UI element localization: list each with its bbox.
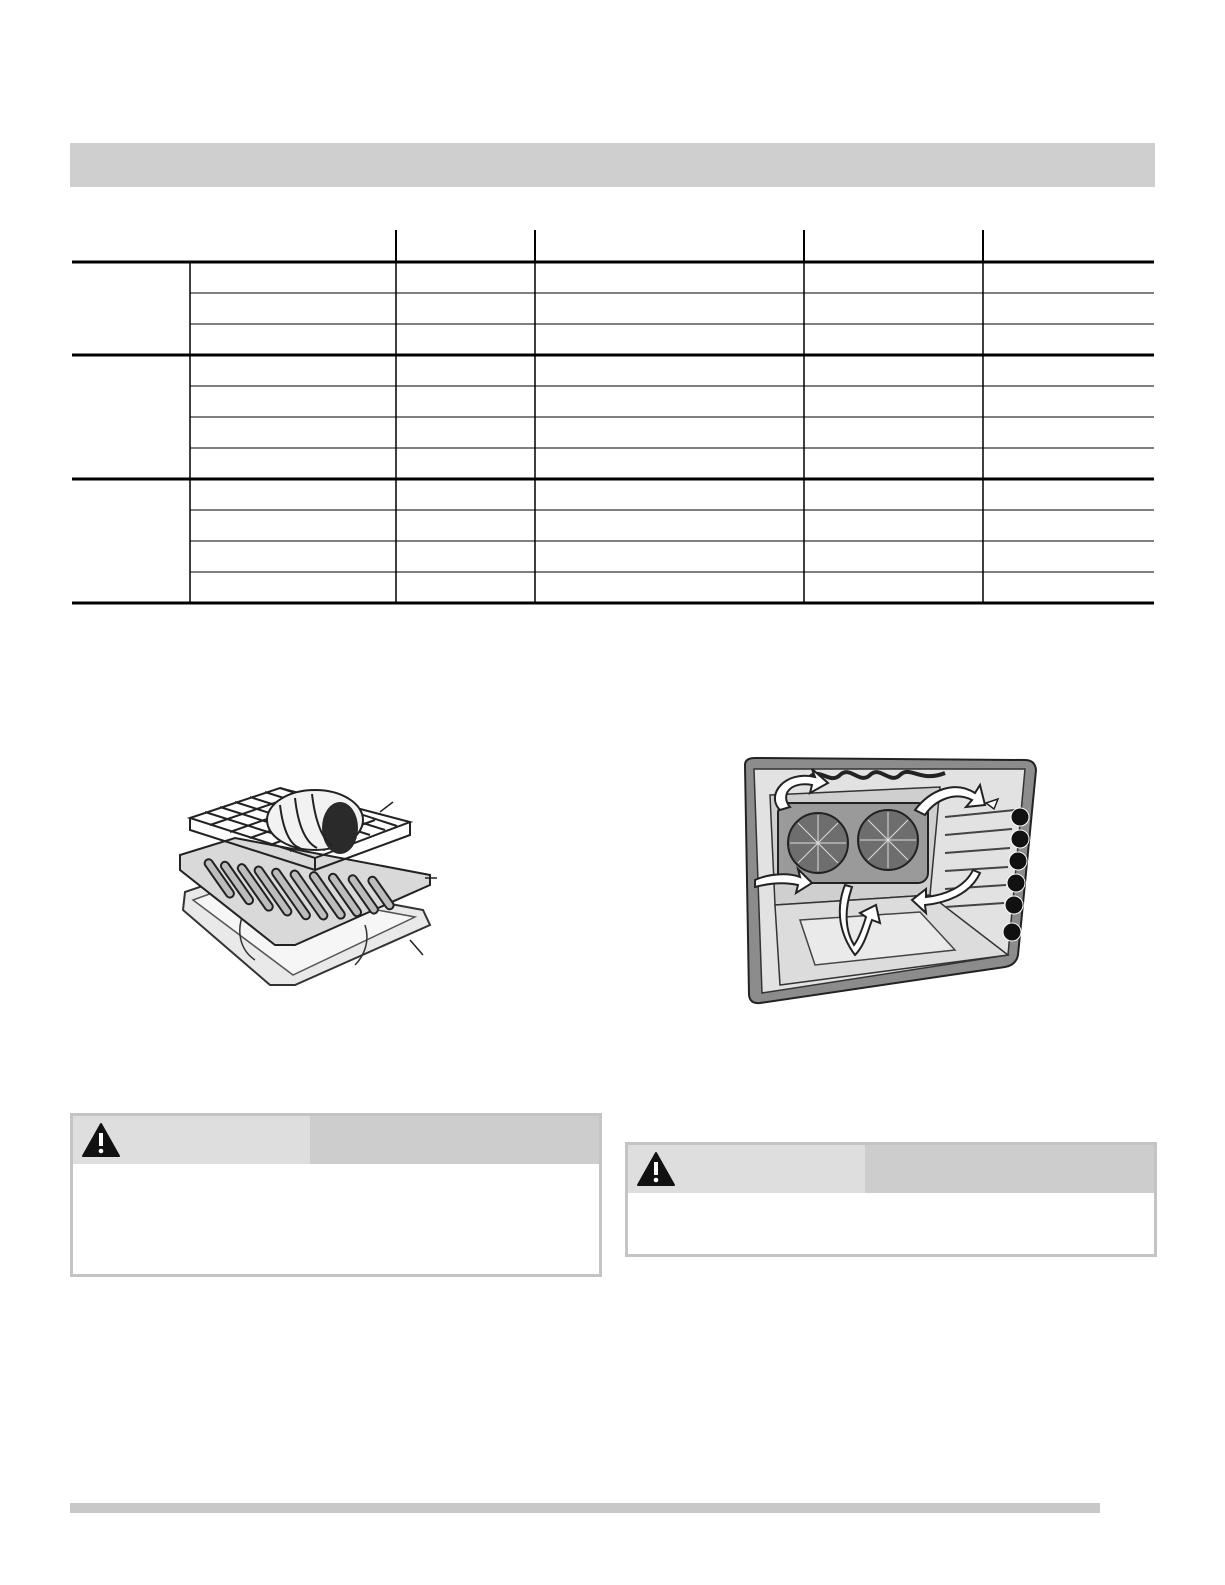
convection-oven-illustration: [740, 755, 1055, 1015]
warning-label-tab: [73, 1116, 310, 1164]
section-header-bar: [70, 143, 1155, 187]
broiler-pan-icon: [175, 760, 445, 1000]
column-rules: [190, 262, 983, 603]
table-grid: [72, 230, 1154, 610]
warning-box: [70, 1113, 602, 1277]
warning-triangle-icon: [81, 1122, 121, 1158]
cooking-table: [72, 230, 1154, 610]
broiler-pan-illustration: [175, 760, 445, 1000]
warning-label-tab: [628, 1145, 865, 1193]
warning-box: [625, 1142, 1157, 1257]
footer-bar: [70, 1503, 1100, 1513]
warning-header: [73, 1116, 599, 1164]
oven-cavity-icon: [740, 755, 1055, 1015]
warning-header: [628, 1145, 1154, 1193]
row-rules: [190, 293, 1154, 572]
warning-triangle-icon: [636, 1151, 676, 1187]
